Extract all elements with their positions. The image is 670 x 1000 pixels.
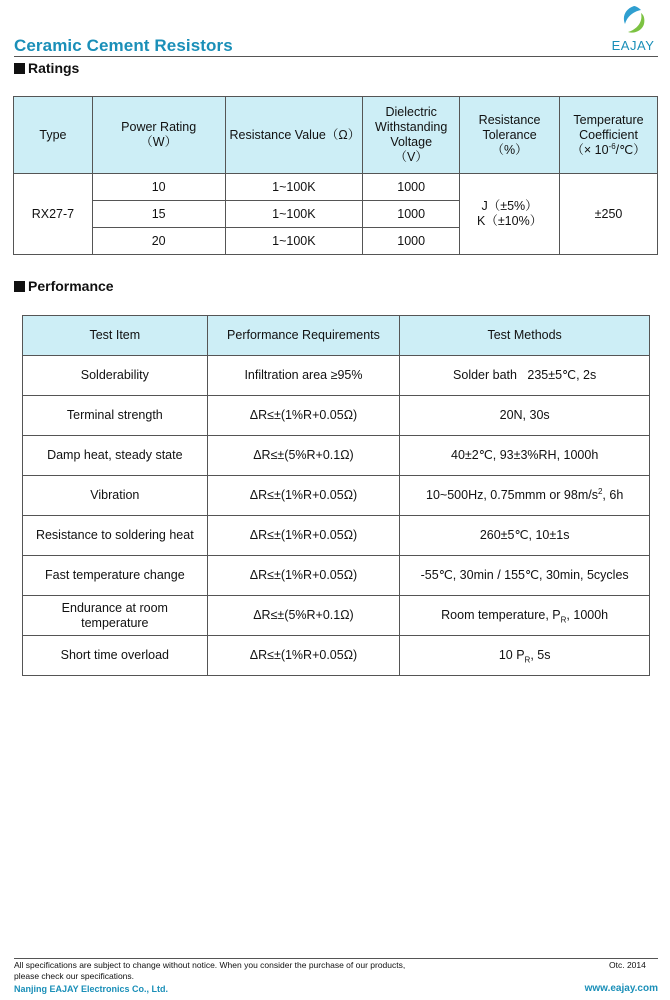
table-row: [23, 396, 650, 436]
footer-divider: [14, 958, 658, 959]
dielectric-voltage-header: Dielectric Withstanding Voltage （V）: [363, 97, 460, 174]
requirement-cell: ΔR≤±(1%R+0.05Ω): [207, 476, 400, 516]
table-row: [23, 556, 650, 596]
table-row: [23, 596, 650, 636]
requirement-cell: ΔR≤±(1%R+0.05Ω): [207, 636, 400, 676]
table-row: [23, 436, 650, 476]
type-cell: RX27-7: [14, 174, 93, 255]
page-title: Ceramic Cement Resistors: [14, 36, 233, 55]
performance-table: [22, 315, 650, 676]
performance-heading: Performance: [28, 278, 114, 294]
test-item-header: Test Item: [23, 316, 208, 356]
ratings-table: [13, 96, 658, 255]
tolerance-header: Resistance Tolerance （%）: [460, 97, 560, 174]
requirement-cell: ΔR≤±(5%R+0.1Ω): [207, 436, 400, 476]
resistance-cell: 1~100K: [225, 174, 363, 201]
resistance-cell: 1~100K: [225, 201, 363, 228]
temperature-coefficient-header: Temperature Coefficient （× $10^{-6}/℃$）: [560, 97, 658, 174]
method-cell: 10~500Hz, 0.75mmm or $98m/s^2$, 6h: [400, 476, 650, 516]
ratings-heading: Ratings: [28, 60, 80, 76]
voltage-cell: 1000: [363, 174, 460, 201]
website-link[interactable]: www.eajay.com: [584, 983, 658, 994]
requirements-header: Performance Requirements: [207, 316, 400, 356]
footer-disclaimer: All specifications are subject to change without notice. When you consider the purchase of our products, please check our specifications.: [14, 960, 406, 981]
requirement-cell: ΔR≤±(1%R+0.05Ω): [207, 516, 400, 556]
resistance-cell: 1~100K: [225, 228, 363, 255]
method-cell: Solder bath 235±5℃, 2s: [400, 356, 650, 396]
footer-company: Nanjing EAJAY Electronics Co., Ltd.: [14, 984, 169, 994]
test-item-cell: Endurance at room temperature: [23, 596, 208, 636]
method-cell: 20N, 30s: [400, 396, 650, 436]
ratings-row: [14, 174, 658, 201]
ratings-section-title: [14, 60, 79, 76]
square-bullet-icon: [14, 63, 25, 74]
requirement-cell: ΔR≤±(1%R+0.05Ω): [207, 556, 400, 596]
method-cell: 260±5℃, 10±1s: [400, 516, 650, 556]
table-row: [23, 356, 650, 396]
requirement-cell: ΔR≤±(1%R+0.05Ω): [207, 396, 400, 436]
power-rating-header: Power Rating （W）: [92, 97, 225, 174]
method-cell: 40±2℃, 93±3%RH, 1000h: [400, 436, 650, 476]
tolerance-cell: J（±5%） K（±10%）: [460, 174, 560, 255]
eajay-swirl-logo-icon: [619, 4, 647, 36]
performance-header-row: [23, 316, 650, 356]
test-item-cell: Terminal strength: [23, 396, 208, 436]
method-cell: 10 $P_R$, 5s: [400, 636, 650, 676]
performance-section-title: [14, 278, 114, 294]
power-cell: 10: [92, 174, 225, 201]
test-item-cell: Short time overload: [23, 636, 208, 676]
requirement-cell: Infiltration area ≥95%: [207, 356, 400, 396]
test-item-cell: Vibration: [23, 476, 208, 516]
test-item-cell: Fast temperature change: [23, 556, 208, 596]
type-header: Type: [14, 97, 93, 174]
test-item-cell: Resistance to soldering heat: [23, 516, 208, 556]
methods-header: Test Methods: [400, 316, 650, 356]
requirement-cell: ΔR≤±(5%R+0.1Ω): [207, 596, 400, 636]
header-divider: [14, 56, 658, 57]
tempco-cell: ±250: [560, 174, 658, 255]
method-cell: Room temperature, $P_R$, 1000h: [400, 596, 650, 636]
voltage-cell: 1000: [363, 201, 460, 228]
ratings-header-row: [14, 97, 658, 174]
table-row: [23, 516, 650, 556]
table-row: [23, 636, 650, 676]
test-item-cell: Solderability: [23, 356, 208, 396]
footer-date: Otc. 2014: [609, 960, 646, 970]
power-cell: 15: [92, 201, 225, 228]
company-logo: [608, 4, 658, 54]
power-cell: 20: [92, 228, 225, 255]
square-bullet-icon: [14, 281, 25, 292]
logo-text: EAJAY: [611, 38, 655, 53]
test-item-cell: Damp heat, steady state: [23, 436, 208, 476]
voltage-cell: 1000: [363, 228, 460, 255]
table-row: [23, 476, 650, 516]
method-cell: -55℃, 30min / 155℃, 30min, 5cycles: [400, 556, 650, 596]
resistance-value-header: Resistance Value（Ω）: [225, 97, 363, 174]
